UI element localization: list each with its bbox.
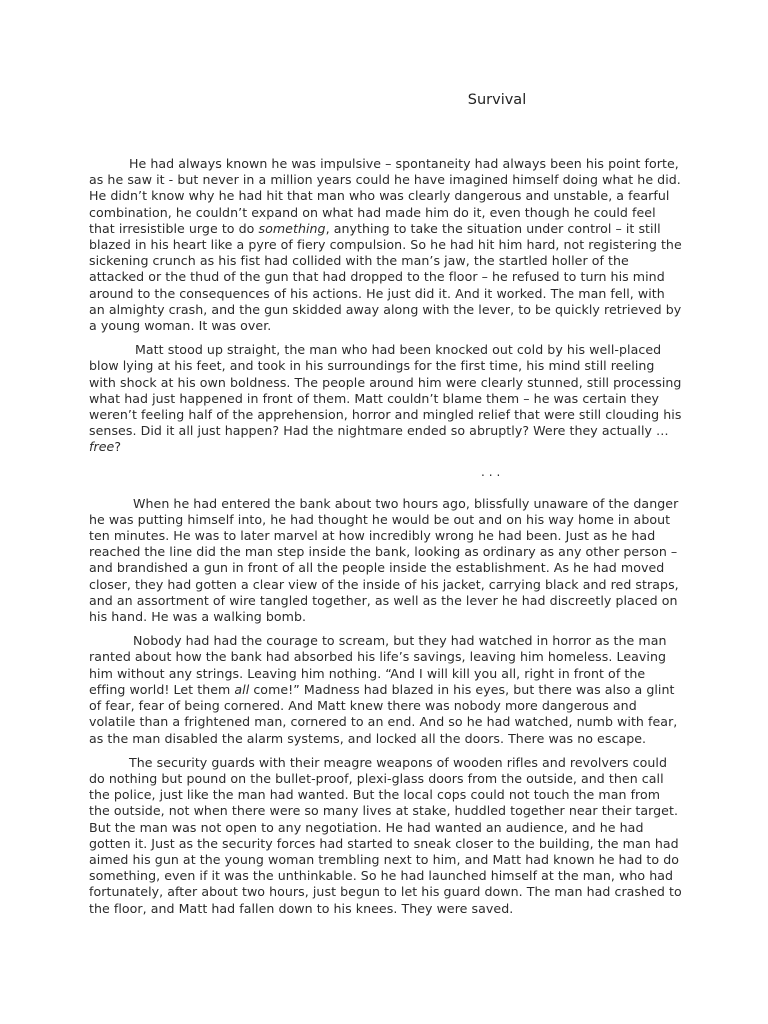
paragraph [89,342,683,455]
paragraph-text: He had always known he was impulsive – spontaneity had always been his point forte, as he saw it - but never in a million years could he have imagined himself doing what he did. He didn’t know why he had hit that man who was clearly dangerous and unstable, a fearful combination, he couldn’t expand on what had made him do it, even though he could feel that irresistible urge to do [89,156,681,236]
paragraph-text: When he had entered the bank about two hours ago, blissfully unaware of the danger he was putting himself into, he had thought he would be out and on his way home in about ten minutes. He was to later marvel at how incredibly wrong he had been. Just as he had reached the line did the man step inside the bank, looking as ordinary as any other person – and brandished a gun in front of all the people inside the establishment. As he had moved closer, they had gotten a clear view of the inside of his jacket, carrying black and red straps, and an assortment of wire tangled together, as well as the lever he had discreetly placed on his hand. He was a walking bomb. [89,495,679,625]
emphasis-text: free [89,439,115,455]
paragraph [89,633,683,746]
paragraph [89,156,683,334]
emphasis-text: something [258,220,326,236]
paragraph-text: come!” Madness had blazed in his eyes, but there was also a glint of fear, fear of being cornered. And Matt knew there was nobody more dangerous and volatile than a frightened man, cornered to an end. And so he had watched, numb with fear, as the man disabled the alarm systems, and locked all the doors. There was no escape. [89,681,678,746]
paragraph-text: Nobody had had the courage to scream, but they had watched in horror as the man ranted about how the bank had absorbed his life’s savings, leaving him homeless. Leaving him without any strings. Leaving him nothing. “And I will kill you all, right in front of the effing world! Let them [89,633,667,697]
paragraph [89,496,683,626]
emphasis-text: all [234,681,250,697]
paragraph-text: The security guards with their meagre weapons of wooden rifles and revolvers could do nothing but pound on the bullet-proof, plexi-glass doors from the outside, and then call the police, just like the man had wanted. But the local cops could not touch the man from the outside, not when there were so many lives at stake, huddled together near their target. But the man was not open to any negotiation. He had wanted an audience, and he had gotten it. Just as the security forces had started to sneak closer to the building, the man had aimed his gun at the young woman trembling next to him, and Matt had known he had to do something, even if it was the unthinkable. So he had launched himself at the man, who had fortunately, after about two hours, just begun to let his guard down. The man had crashed to the floor, and Matt had fallen down to his knees. They were saved. [89,754,682,916]
document-body [89,156,683,925]
paragraph-text: Matt stood up straight, the man who had been knocked out cold by his well-placed blow lying at his feet, and took in his surroundings for the first time, his mind still reeling with shock at his own boldness. The people around him were clearly stunned, still processing what had just happened in front of them. Matt couldn’t blame them – he was certain they weren’t feeling half of the apprehension, horror and mingled relief that were still clouding his senses. Did it all just happen? Had the nightmare ended so abruptly? Were they actually … [89,342,682,439]
paragraph [89,755,683,917]
paragraph-text: , anything to take the situation under control – it still blazed in his heart like a pyre of fiery compulsion. So he had hit him hard, not registering the sickening crunch as his fist had collided with the man’s jaw, the startled holler of the attacked or the thud of the gun that had dropped to the floor – he refused to turn his mind around to the consequences of his actions. He just did it. And it worked. The man fell, with an almighty crash, and the gun skidded away along with the lever, to be quickly retrieved by a young woman. It was over. [89,220,682,334]
paragraph-text: ? [114,439,122,455]
section-separator: . . . [481,464,501,479]
document-title: Survival [467,92,527,108]
